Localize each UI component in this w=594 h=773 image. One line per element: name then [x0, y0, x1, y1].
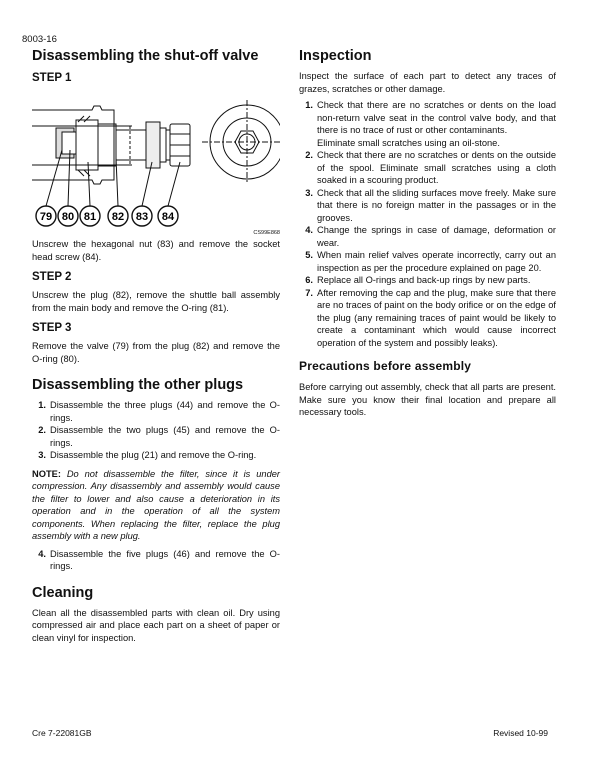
item-text: Replace all O-rings and back-up rings by new parts. — [317, 275, 531, 285]
item-number: 2. — [305, 150, 313, 160]
inspection-title: Inspection — [299, 48, 372, 64]
item-text: Check that all the sliding surfaces move freely. Make sure that there is no foreign matter in the passages or in the grooves. — [317, 187, 556, 223]
inspection-list — [299, 99, 556, 349]
precautions-text: Before carrying out assembly, check that all parts are present. Make sure you know their final location and prepare all necessary tools. — [299, 382, 556, 417]
callout-label: 80 — [61, 211, 75, 223]
list-item — [32, 449, 280, 462]
step2-heading: STEP 2 — [32, 271, 72, 283]
item-number: 1. — [305, 100, 313, 110]
item-number: 7. — [305, 287, 313, 298]
note-text: Do not disassemble the filter, since it is under compression. Any disassembly and assembly would cause the filter to lower and also cause a deterioration in its operation and in the operation of all the system components. When replacing the filter, replace the plug assembly with a new plug. — [32, 468, 281, 541]
item-text: Change the springs in case of damage, deformation or wear. — [317, 225, 556, 248]
step3-text: Remove the valve (79) from the plug (82) and remove the O-ring (80). — [32, 341, 280, 364]
item-number: 5. — [305, 250, 313, 260]
item-text: Disassemble the two plugs (45) and remove the O-rings. — [50, 425, 280, 448]
item-subtext: Eliminate small scratches using an oil-stone. — [317, 137, 500, 148]
list-item — [299, 287, 556, 350]
list-item — [32, 424, 280, 449]
cleaning-text: Clean all the disassembled parts with clean oil. Dry using compressed air and place each part on a sheet of paper or clean vinyl for inspection. — [32, 607, 280, 643]
item-body — [317, 99, 556, 149]
footer-revision: Revised 10-99 — [493, 728, 548, 738]
shut-off-valve-figure — [32, 90, 280, 238]
shut-off-valve-title: Disassembling the shut-off valve — [32, 48, 259, 64]
callout-label: 83 — [135, 211, 149, 223]
callout-label: 82 — [111, 211, 125, 223]
step2-text: Unscrew the plug (82), remove the shuttle ball assembly from the main body and remove the O-ring (81). — [32, 290, 280, 313]
inspection-intro: Inspect the surface of each part to detect any traces of grazes, scratches or other damage. — [299, 71, 556, 94]
list-item — [299, 187, 556, 225]
step1-text: Unscrew the hexagonal nut (83) and remove the socket head screw (84). — [32, 239, 280, 262]
callout-label: 79 — [39, 211, 53, 223]
filter-note — [32, 468, 280, 543]
page-number: 8003-16 — [22, 34, 57, 45]
right-column — [299, 48, 556, 419]
item-text: Disassemble the five plugs (46) and remove the O-rings. — [50, 548, 280, 571]
item-number: 3. — [38, 450, 46, 460]
item-number: 1. — [38, 400, 46, 410]
item-text: Disassemble the plug (21) and remove the O-ring. — [50, 450, 257, 460]
item-number: 4. — [305, 225, 313, 235]
list-item — [299, 224, 556, 249]
item-text: Check that there are no scratches or dents on the load non-return valve seat in the control valve body, and that there is no trace of rust or other contaminants. — [317, 100, 556, 135]
callout-label: 81 — [83, 211, 97, 223]
figure-code: CS99E868 — [253, 230, 280, 236]
other-plugs-title: Disassembling the other plugs — [32, 377, 244, 393]
step3-heading: STEP 3 — [32, 322, 72, 334]
item-number: 3. — [305, 187, 313, 198]
item-text: Check that there are no scratches or dents on the outside of the spool. Eliminate small scratches using a cloth soaked in a scouring product. — [317, 150, 556, 185]
item-number: 6. — [305, 275, 313, 285]
list-item — [32, 399, 280, 424]
list-item — [299, 99, 556, 149]
callout-label: 84 — [161, 211, 175, 223]
item-text: After removing the cap and the plug, make sure that there are no traces of paint on the body orifice or on the edge of the plug (any remaining traces of paint would be likely to create a contaminant which would cause incorrect operation of the system and possibly leaks). — [317, 287, 556, 348]
item-number: 4. — [38, 548, 46, 559]
valve-diagram — [32, 90, 280, 238]
list-item — [299, 249, 556, 274]
list-item — [32, 548, 280, 573]
item-text: When main relief valves operate incorrectly, carry out an inspection as per the procedure explained on page 20. — [317, 250, 556, 273]
cleaning-title: Cleaning — [32, 584, 94, 601]
other-plugs-list — [32, 399, 280, 462]
step1-heading: STEP 1 — [32, 72, 72, 84]
item-text: Disassemble the three plugs (44) and remove the O-rings. — [50, 400, 280, 423]
left-column — [32, 48, 280, 644]
note-label: NOTE: — [32, 468, 61, 479]
other-plugs-list-continued — [32, 548, 280, 573]
precautions-title: Precautions before assembly — [299, 359, 472, 373]
footer-document-code: Cre 7-22081GB — [32, 728, 92, 738]
list-item — [299, 149, 556, 187]
item-number: 2. — [38, 425, 46, 435]
list-item — [299, 274, 556, 287]
